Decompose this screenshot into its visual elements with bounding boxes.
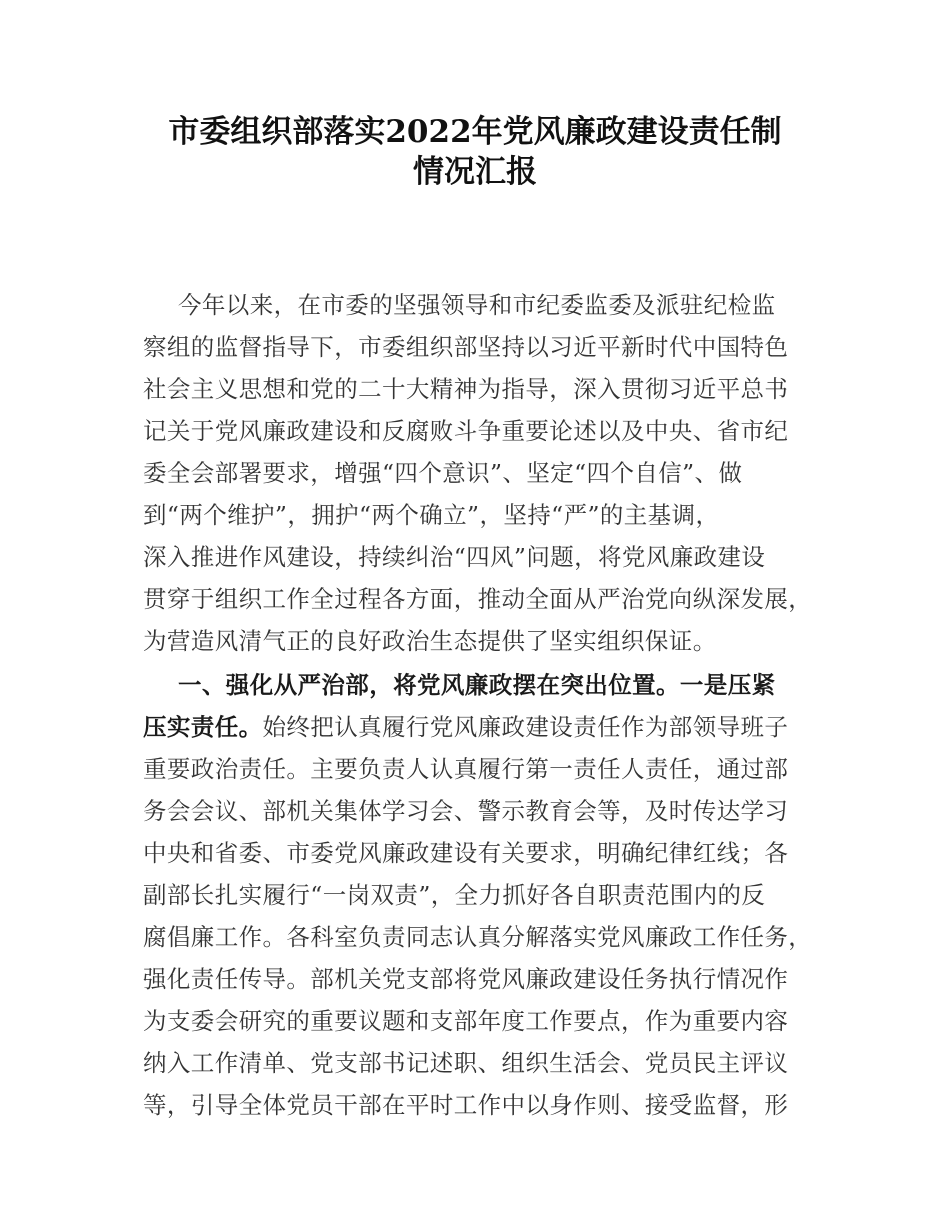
section-1-subheading-part-b: 压实责任。 (143, 713, 263, 741)
paragraph-line: 贯穿于组织工作全过程各方面，推动全面从严治党向纵深发展， (143, 585, 813, 613)
section-1-line: 纳入工作清单、党支部书记述职、组织生活会、党员民主评议 (143, 1049, 789, 1077)
section-1-line: 中央和省委、市委党风廉政建设有关要求，明确纪律红线；各 (143, 839, 789, 867)
section-1-line: 等，引导全体党员干部在平时工作中以身作则、接受监督，形 (143, 1091, 789, 1119)
document-title-line-2: 情况汇报 (413, 154, 537, 190)
paragraph-line: 察组的监督指导下，市委组织部坚持以习近平新时代中国特色 (143, 333, 789, 361)
section-1-heading-line (178, 670, 776, 700)
section-1-line: 重要政治责任。主要负责人认真履行第一责任人责任，通过部 (143, 755, 789, 783)
section-1-subheading-part-a: 一是压紧 (679, 671, 776, 699)
paragraph-line: 深入推进作风建设，持续纠治“四风”问题，将党风廉政建设 (143, 543, 766, 571)
section-1-heading: 一、强化从严治部，将党风廉政摆在突出位置。 (178, 671, 680, 699)
paragraph-line: 今年以来，在市委的坚强领导和市纪委监委及派驻纪检监 (178, 291, 776, 319)
document-title-line-1: 市委组织部落实2022年党风廉政建设责任制 (168, 114, 782, 150)
paragraph-line: 社会主义思想和党的二十大精神为指导，深入贯彻习近平总书 (143, 375, 789, 403)
section-1-line: 强化责任传导。部机关党支部将党风廉政建设任务执行情况作 (143, 965, 789, 993)
section-1-line: 务会会议、部机关集体学习会、警示教育会等，及时传达学习 (143, 797, 789, 825)
section-1-line: 为支委会研究的重要议题和支部年度工作要点，作为重要内容 (143, 1007, 789, 1035)
section-1-line: 腐倡廉工作。各科室负责同志认真分解落实党风廉政工作任务， (143, 923, 813, 951)
paragraph-line: 到“两个维护”，拥护“两个确立”，坚持“严”的主基调， (143, 501, 720, 529)
paragraph-line: 为营造风清气正的良好政治生态提供了坚实组织保证。 (143, 627, 717, 655)
paragraph-line: 记关于党风廉政建设和反腐败斗争重要论述以及中央、省市纪 (143, 417, 789, 445)
section-1-line-text: 始终把认真履行党风廉政建设责任作为部领导班子 (262, 713, 789, 741)
section-1-line (143, 712, 788, 742)
section-1-line: 副部长扎实履行“一岗双责”，全力抓好各自职责范围内的反 (143, 881, 766, 909)
paragraph-line: 委全会部署要求，增强“四个意识”、坚定“四个自信”、做 (143, 459, 743, 487)
